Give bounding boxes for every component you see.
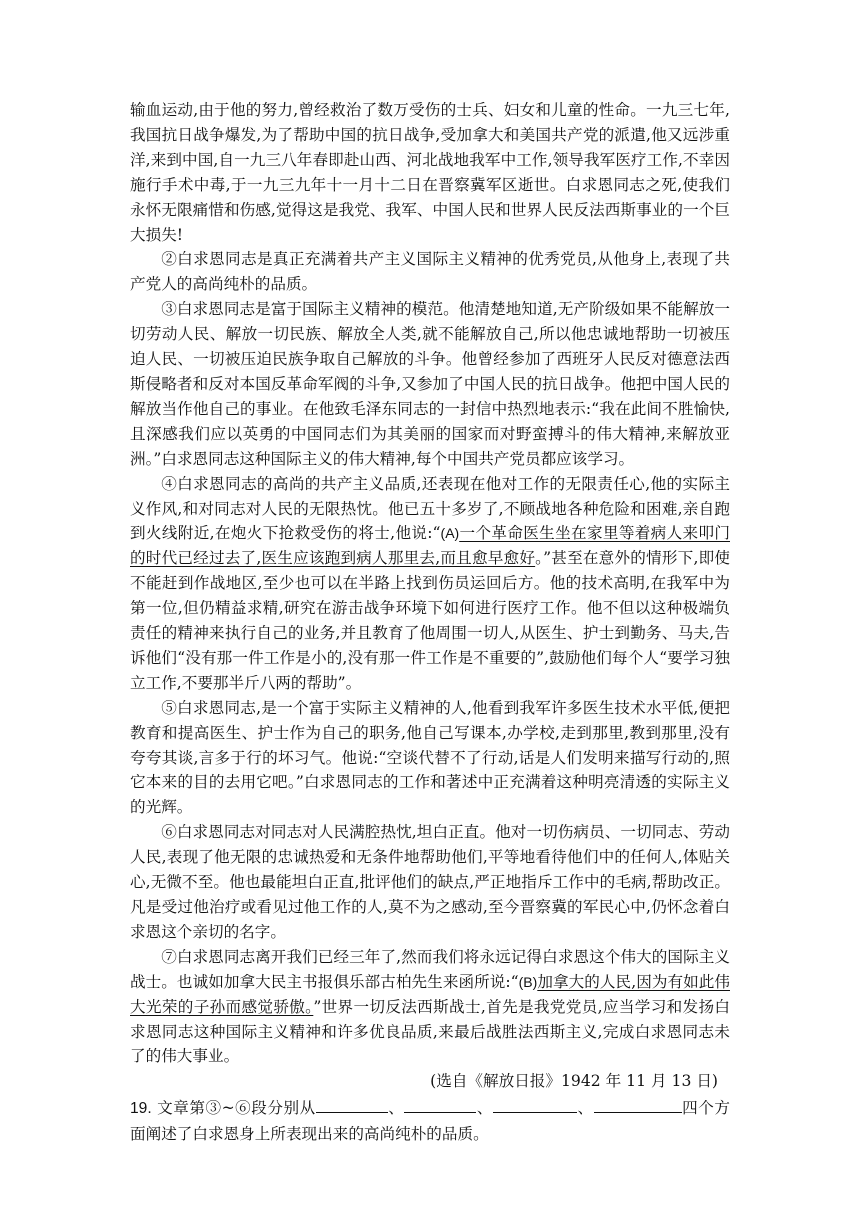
blank-separator-3: 、 bbox=[576, 1099, 594, 1118]
answer-blank-2[interactable] bbox=[404, 1094, 476, 1113]
answer-blank-4[interactable] bbox=[594, 1094, 682, 1113]
paragraph-7-text-before: ⑦白求恩同志离开我们已经三年了,然而我们将永远记得白求恩这个伟大的国际主义战士。也诚如加拿大民主书报俱乐部古柏先生来函所说:“ bbox=[130, 947, 730, 991]
paragraph-2: ②白求恩同志是真正充满着共产主义国际主义精神的优秀党员,从他身上,表现了共产党人的高尚纯朴的品质。 bbox=[130, 250, 730, 294]
paragraph-1: 输血运动,由于他的努力,曾经救治了数万受伤的士兵、妇女和儿童的性命。一九三七年,我国抗日战争爆发,为了帮助中国的抗日战争,受加拿大和美国共产党的派遣,他又远涉重洋,来到中国,自一九三八年春即赴山西、河北战地我军中工作,领导我军医疗工作,不幸因施行手术中毒,于一九三九年十一月十二日在晋察冀军区逝世。白求恩同志之死,使我们永怀无限痛惜和伤感,觉得这是我党、我军、中国人民和世界人民反法西斯事业的一个巨大损失! bbox=[130, 101, 730, 244]
question-number: 19. bbox=[130, 1100, 152, 1118]
marker-b: (B) bbox=[518, 973, 538, 990]
paragraph-3: ③白求恩同志是富于国际主义精神的模范。他清楚地知道,无产阶级如果不能解放一切劳动人民、解放一切民族、解放全人类,就不能解放自己,所以他忠诚地帮助一切被压迫人民、一切被压迫民族争取自己解放的斗争。他曾经参加了西班牙人民反对德意法西斯侵略者和反对本国反革命军阀的斗争,又参加了中国人民的抗日战争。他把中国人民的解放当作他自己的事业。在他致毛泽东同志的一封信中热烈地表示:“我在此间不胜愉快,且深感我们应以英勇的中国同志们为其美丽的国家而对野蛮搏斗的伟大精神,来解放亚洲。”白求恩同志这种国际主义的伟大精神,每个中国共产党员都应该学习。 bbox=[130, 300, 730, 468]
paragraph-7-text-after: ”世界一切反法西斯战士,首先是我党党员,应当学习和发扬白求恩同志这种国际主义精神和许多优良品质,来最后战胜法西斯主义,完成白求恩同志未了的伟大事业。 bbox=[130, 997, 730, 1066]
article-body bbox=[130, 98, 730, 1147]
paragraph-5: ⑤白求恩同志,是一个富于实际主义精神的人,他看到我军许多医生技术水平低,便把教育和提高医生、护士作为自己的职务,他自己写课本,办学校,走到那里,教到那里,没有夸夸其谈,言多于行的坏习气。他说:“空谈代替不了行动,话是人们发明来描写行动的,照它本来的目的去用它吧。”白求恩同志的工作和著述中正充满着这种明亮清透的实际主义的光辉。 bbox=[130, 698, 730, 817]
paragraph-6: ⑥白求恩同志对同志对人民满腔热忱,坦白正直。他对一切伤病员、一切同志、劳动人民,表现了他无限的忠诚热爱和无条件地帮助他们,平等地看待他们中的任何人,体贴关心,无微不至。他也最能坦白正直,批评他们的缺点,严正地指斥工作中的毛病,帮助改正。凡是受过他治疗或看见过他工作的人,莫不为之感动,至今晋察冀的军民心中,仍怀念着白求恩这个亲切的名字。 bbox=[130, 823, 730, 941]
paragraph-4-text-after: 。”甚至在意外的情形下,即使不能赶到作战地区,至少也可以在半路上找到伤员运回后方。他的技术高明,在我军中为第一位,但仍精益求精,研究在游击战争环境下如何进行医疗工作。他不但以这种极端负责任的精神来执行自己的业务,并且教育了他周围一切人,从医生、护士到勤务、马夫,告诉他们“没有那一件工作是小的,没有那一件工作是不重要的”,鼓励他们每个人“要学习独立工作,不要那半斤八两的帮助”。 bbox=[130, 549, 730, 692]
paragraph-4 bbox=[130, 472, 730, 696]
answer-blank-1[interactable] bbox=[316, 1094, 388, 1113]
underlined-sentence-a: 一个革命医生坐在家里等着病人来叩门的时代已经过去了,医生应该跑到病人那里去,而且愈早愈好 bbox=[130, 524, 730, 568]
marker-a: (A) bbox=[440, 525, 460, 542]
question-text-a: 文章第③~⑥段分别从 bbox=[157, 1099, 316, 1118]
question-19 bbox=[130, 1094, 730, 1147]
blank-separator-1: 、 bbox=[387, 1099, 405, 1118]
question-text-b: 四个方面阐述了白求恩身上所表现出来的高尚纯朴的品质。 bbox=[130, 1099, 730, 1144]
blank-separator-2: 、 bbox=[476, 1099, 493, 1118]
source-citation: (选自《解放日报》1942 年 11 月 13 日) bbox=[430, 1072, 718, 1091]
underlined-sentence-b: 加拿大的人民,因为有如此伟大光荣的子孙而感觉骄傲。 bbox=[130, 972, 730, 1016]
paragraph-7 bbox=[130, 945, 730, 1070]
answer-blank-3[interactable] bbox=[493, 1094, 577, 1113]
paragraph-4-text-before: ④白求恩同志的高尚的共产主义品质,还表现在他对工作的无限责任心,他的实际主义作风,和对同志对人民的无限热忱。他已五十多岁了,不顾战地各种危险和困难,亲自跑到火线附近,在炮火下抢救受伤的将士,他说:“ bbox=[130, 474, 730, 543]
